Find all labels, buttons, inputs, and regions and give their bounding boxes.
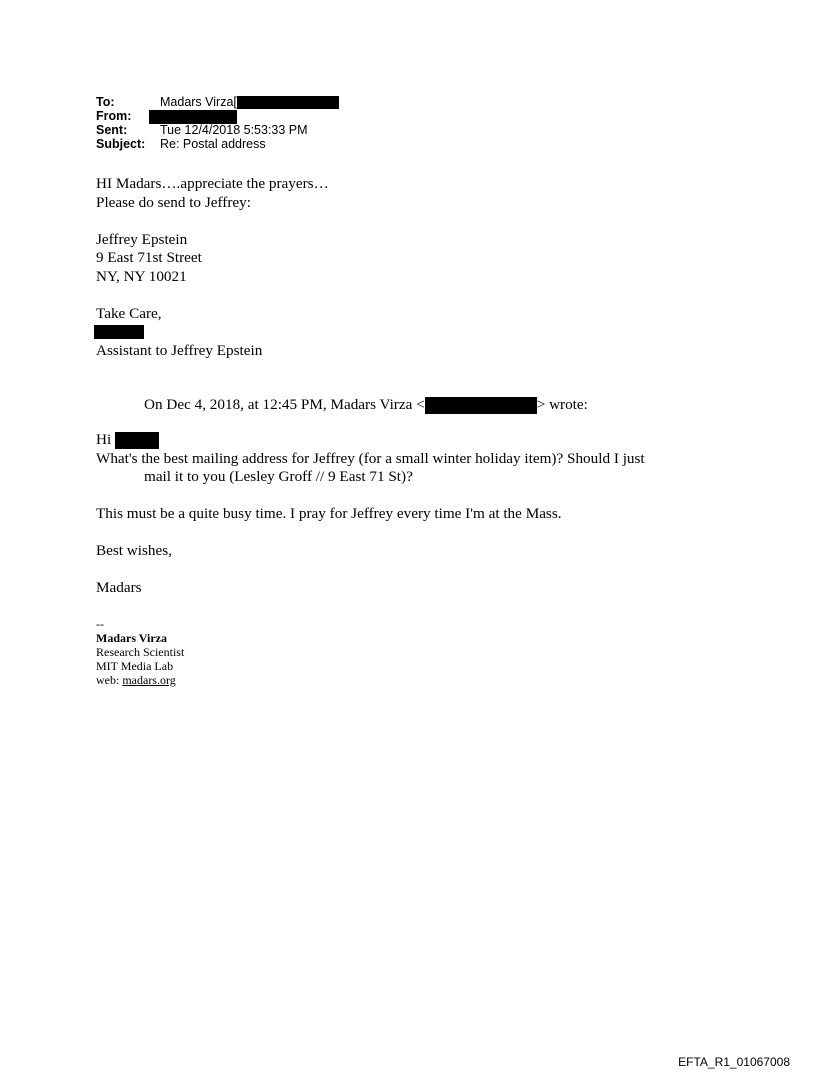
closing-line: Take Care, (96, 304, 162, 322)
to-value (160, 95, 339, 109)
wishes-line: Best wishes, (96, 542, 172, 559)
signature-name: Madars Virza (96, 631, 167, 645)
address-line: 9 East 71st Street (96, 249, 202, 266)
sent-value: Tue 12/4/2018 5:53:33 PM (160, 123, 308, 137)
quote-intro (144, 396, 588, 414)
email-body (96, 175, 329, 360)
signature-role: Research Scientist (96, 645, 185, 659)
sender-redaction (96, 323, 329, 342)
web-label: web: (96, 673, 123, 687)
signature-web (96, 673, 184, 687)
body-line: HI Madars….appreciate the prayers… (96, 175, 329, 192)
signature (96, 617, 184, 687)
greeting: Hi (96, 431, 112, 448)
redaction-block (115, 432, 159, 449)
subject-label: Subject: (96, 137, 146, 151)
quoted-message (96, 431, 736, 598)
signature-dashes: -- (96, 617, 104, 631)
quote-intro-prefix: On Dec 4, 2018, at 12:45 PM, Madars Virza < (144, 396, 425, 413)
to-label: To: (96, 95, 115, 109)
question-line: mail it to you (Lesley Groff // 9 East 71 St)? (144, 468, 413, 485)
sender-title: Assistant to Jeffrey Epstein (96, 341, 263, 359)
address-line: NY, NY 10021 (96, 267, 187, 285)
body-line: Please do send to Jeffrey: (96, 193, 251, 211)
signoff-line: Madars (96, 579, 142, 596)
to-name: Madars Virza[ (160, 95, 237, 109)
web-link[interactable]: madars.org (122, 673, 176, 687)
greeting-line (96, 431, 736, 450)
address-line: Jeffrey Epstein (96, 230, 188, 248)
question-line: What's the best mailing address for Jeffrey (for a small winter holiday item)? Should I just (96, 449, 645, 467)
redaction-block (425, 397, 537, 414)
from-label: From: (96, 109, 132, 123)
quote-intro-suffix: > wrote: (536, 396, 588, 413)
redaction-block (237, 96, 339, 109)
signature-org: MIT Media Lab (96, 659, 174, 673)
prayer-line: This must be a quite busy time. I pray for Jeffrey every time I'm at the Mass. (96, 505, 562, 522)
redaction-block (149, 110, 237, 124)
document-id: EFTA_R1_01067008 (678, 1055, 790, 1069)
subject-value: Re: Postal address (160, 137, 266, 151)
redaction-block (94, 325, 144, 339)
sent-label: Sent: (96, 123, 128, 137)
from-value (149, 109, 237, 124)
